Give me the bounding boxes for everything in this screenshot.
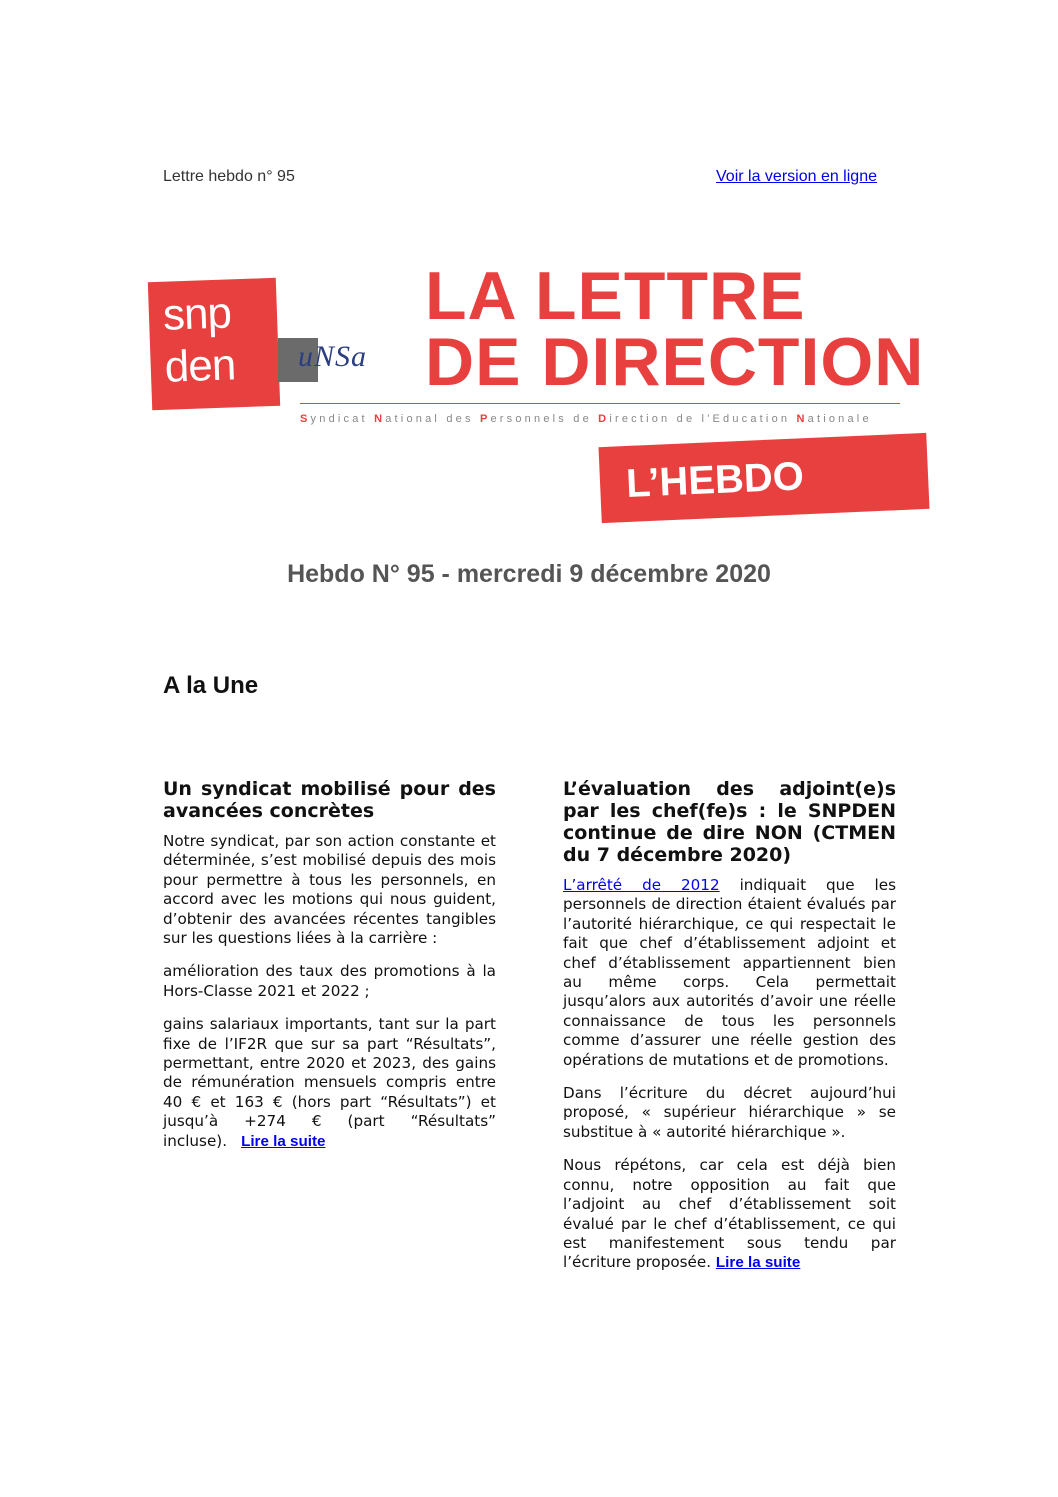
read-more-link[interactable]: Lire la suite [241, 1132, 326, 1150]
snpden-logo [148, 278, 280, 410]
logo-snp-text: snp [162, 288, 232, 340]
article-paragraph: amélioration des taux des promotions à la Hors-Classe 2021 et 2022 ; [163, 962, 496, 1000]
article-title: Un syndicat mobilisé pour des avancées concrètes [163, 778, 496, 822]
unsa-logo: uNSa [298, 340, 368, 373]
arrete-2012-link[interactable]: L’arrêté de 2012 [563, 876, 720, 894]
article-title: L’évaluation des adjoint(e)s par les chef(fe)s : le SNPDEN continue de dire NON (CTMEN du 7 décembre 2020) [563, 778, 896, 866]
hebdo-banner [598, 433, 929, 523]
logo-den-text: den [163, 340, 237, 392]
article-paragraph-text: gains salariaux importants, tant sur la part fixe de l’IF2R que sur sa part “Résultats”, permettant, entre 2020 et 2023, des gains de rémunération mensuels compris entre 40 € et 163 € (hors part “Résultats”) et jusqu’à +274 € (part “Résultats” incluse). [163, 1015, 496, 1150]
article-paragraph: Notre syndicat, par son action constante et déterminée, s’est mobilisé depuis des mois pour permettre à tous les personnels, en accord avec les motions qui nous guident, d’obtenir des avancées récentes tangibles sur les questions liées à la carrière : [163, 832, 496, 948]
article-paragraph-first [563, 876, 896, 1070]
section-heading: A la Une [163, 672, 259, 699]
online-version-link[interactable]: Voir la version en ligne [716, 168, 877, 185]
article-paragraph-last [563, 1156, 896, 1272]
masthead-title-line2: DE DIRECTION [425, 324, 925, 400]
article-paragraph-text: Nous répétons, car cela est déjà bien connu, notre opposition au fait que l’adjoint au chef d’établissement soit évalué par le chef d’établissement, ce qui est manifestement sous tendu par l’écriture proposée. [563, 1156, 896, 1272]
article-paragraph-text: indiquait que les personnels de direction étaient évalués par l’autorité hiérarchique, ce qui respectait le fait que chef d’établissement adjoint et chef d’établissement appartiennent bien au même corps. Cela permettait jusqu’alors aux autorités d’avoir une réelle connaissance de tous les personnels comme d’assurer une réelle gestion des opérations de mutations et de promotions. [563, 876, 896, 1069]
masthead-rule [300, 403, 900, 404]
article-right [563, 778, 896, 1287]
hebdo-banner-text: L’HEBDO [625, 454, 805, 506]
masthead-title-line1: LA LETTRE [425, 258, 806, 334]
read-more-link[interactable]: Lire la suite [715, 1254, 801, 1272]
issue-date-heading: Hebdo N° 95 - mercredi 9 décembre 2020 [287, 560, 771, 588]
article-paragraph: Dans l’écriture du décret aujourd’hui proposé, « supérieur hiérarchique » se substitue à « autorité hiérarchique ». [563, 1084, 896, 1141]
masthead-subtitle: Syndicat National des Personnels de Direction de l'Education Nationale [300, 413, 872, 425]
article-left [163, 778, 496, 1165]
issue-label: Lettre hebdo n° 95 [163, 168, 295, 185]
article-paragraph-last [163, 1015, 496, 1151]
